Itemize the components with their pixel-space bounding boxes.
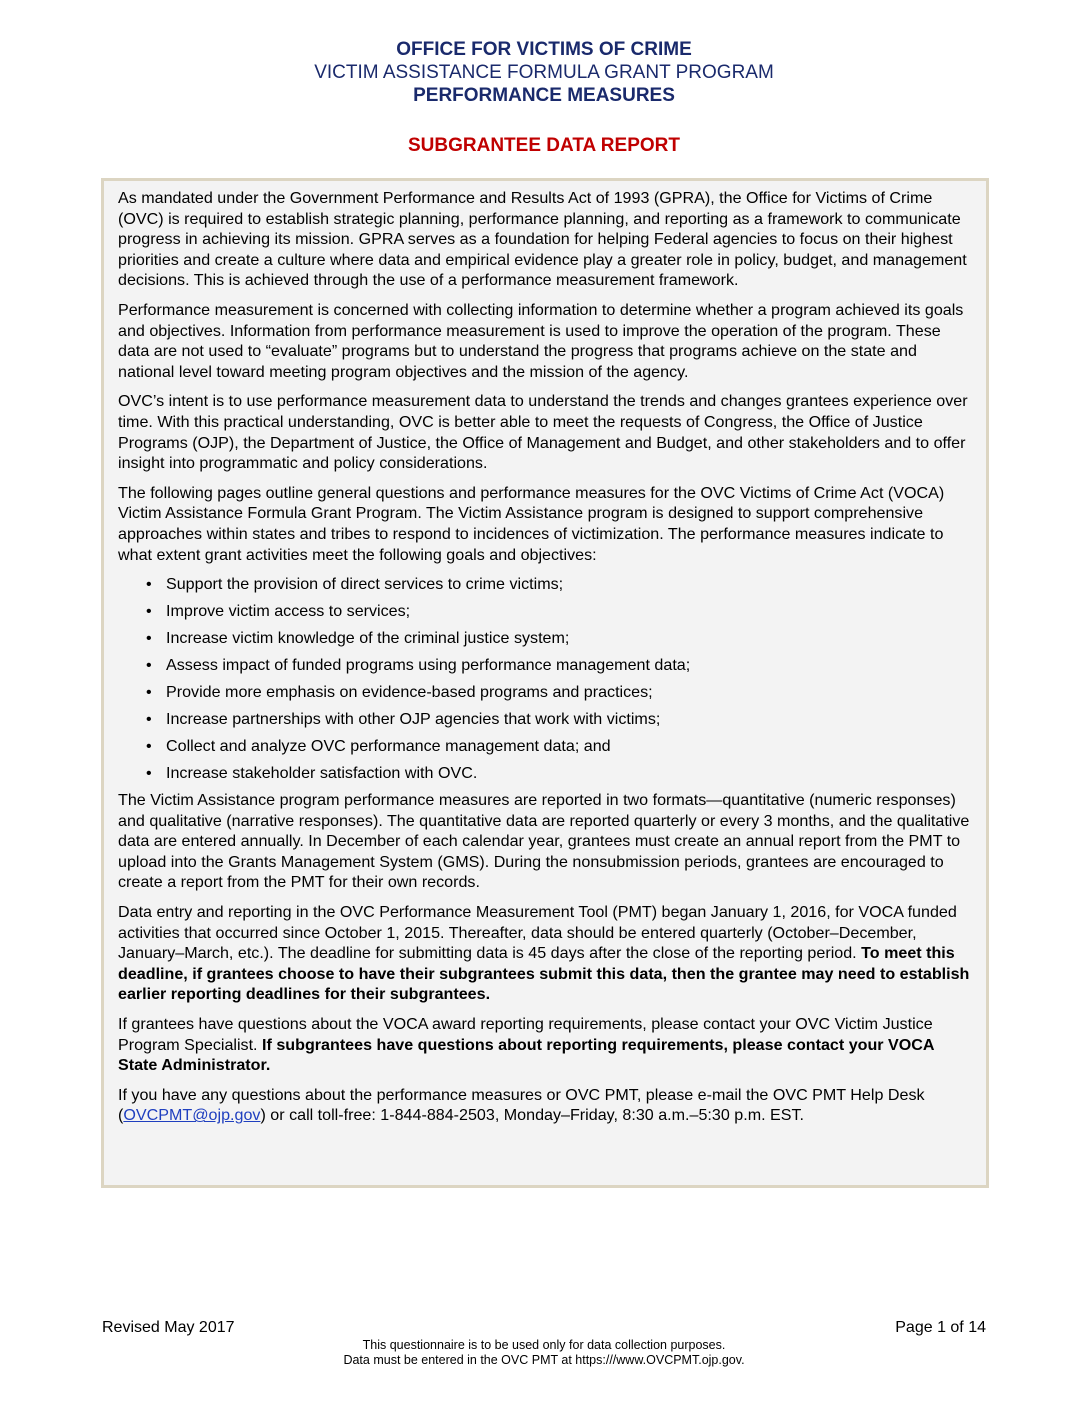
list-item-text: Improve victim access to services;: [166, 602, 411, 621]
footer-note: [0, 1338, 1088, 1368]
footer-note-line1: This questionnaire is to be used only for data collection purposes.: [362, 1338, 726, 1352]
bullet-icon: •: [146, 683, 152, 702]
list-item-text: Increase stakeholder satisfaction with OVC.: [166, 764, 478, 783]
intro-paragraph-measurement: Performance measurement is concerned with collecting information to determine whether a program achieved its goals and objectives. Information from performance measurement is used to improve the operation of the program. These data are not used to “evaluate” programs but to understand the progress that programs achieve on the state and national level toward meeting program objectives and the mission of the agency.: [118, 300, 964, 381]
bullet-icon: •: [146, 575, 152, 594]
intro-paragraph-gpra: As mandated under the Government Performance and Results Act of 1993 (GPRA), the Office for Victims of Crime (OVC) is required to establish strategic planning, performance planning, and reporting as a framework to communicate progress in achieving its mission. GPRA serves as a foundation for helping Federal agencies to focus on their highest priorities and create a culture where data and empirical evidence play a greater role in policy, budget, and management decisions. This is achieved through the use of a performance measurement framework.: [118, 189, 967, 290]
list-item: [136, 655, 972, 675]
intro-paragraph-contacts: [118, 1014, 972, 1076]
helpdesk-text-after: ) or call toll-free: 1-844-884-2503, Monday–Friday, 8:30 a.m.–5:30 p.m. EST.: [260, 1106, 805, 1125]
intro-paragraph-helpdesk: [118, 1085, 972, 1126]
intro-paragraph-deadlines: [118, 902, 972, 1005]
list-item-text: Support the provision of direct services to crime victims;: [166, 575, 564, 594]
list-item: [136, 736, 972, 756]
list-item: [136, 682, 972, 702]
list-item: [136, 574, 972, 594]
intro-paragraph-formats: The Victim Assistance program performance measures are reported in two formats—quantitative (numeric responses) and qualitative (narrative responses). The quantitative data are reported quarterly or every 3 months, and the qualitative data are entered annually. In December of each calendar year, grantees must create an annual report from the PMT to upload into the Grants Management System (GMS). During the nonsubmission periods, grantees are encouraged to create a report from the PMT for their own records.: [118, 791, 970, 892]
intro-box: [101, 178, 989, 1188]
bullet-icon: •: [146, 602, 152, 621]
bullet-icon: •: [146, 629, 152, 648]
footer-note-line2: Data must be entered in the OVC PMT at https:///www.OVCPMT.ojp.gov.: [343, 1353, 745, 1367]
helpdesk-email-link[interactable]: OVCPMT@ojp.gov: [123, 1106, 261, 1125]
list-item: [136, 763, 972, 783]
revised-date: Revised May 2017: [102, 1319, 235, 1336]
page-number: Page 1 of 14: [895, 1319, 986, 1336]
deadline-text: Data entry and reporting in the OVC Performance Measurement Tool (PMT) began January 1, 2016, for VOCA funded activities that occurred since October 1, 2015. Thereafter, data should be entered quarterly (October–December, January–March, etc.). The deadline for submitting data is 45 days after the close of the reporting period.: [118, 903, 957, 963]
header-measures: PERFORMANCE MEASURES: [413, 85, 675, 106]
bullet-icon: •: [146, 737, 152, 756]
header-program: VICTIM ASSISTANCE FORMULA GRANT PROGRAM: [314, 62, 774, 83]
list-item: [136, 628, 972, 648]
intro-paragraph-program: The following pages outline general questions and performance measures for the OVC Victims of Crime Act (VOCA) Victim Assistance Formula Grant Program. The Victim Assistance program is designed to support comprehensive approaches within states and tribes to respond to incidences of victimization. The performance measures indicate to what extent grant activities meet the following goals and objectives:: [118, 483, 945, 564]
list-item-text: Increase victim knowledge of the criminal justice system;: [166, 629, 570, 648]
bullet-icon: •: [146, 710, 152, 729]
bullet-icon: •: [146, 656, 152, 675]
deadline-emphasis: To meet this deadline, if grantees choose to have their subgrantees submit this data, then the grantee may need to establish earlier reporting deadlines for their subgrantees.: [118, 944, 970, 1004]
list-item-text: Increase partnerships with other OJP agencies that work with victims;: [166, 710, 661, 729]
list-item: [136, 709, 972, 729]
list-item-text: Provide more emphasis on evidence-based programs and practices;: [166, 683, 653, 702]
report-title: SUBGRANTEE DATA REPORT: [408, 135, 680, 156]
list-item-text: Assess impact of funded programs using performance management data;: [166, 656, 691, 675]
contact-emphasis: If subgrantees have questions about reporting requirements, please contact your VOCA State Administrator.: [118, 1035, 934, 1075]
helpdesk-text-before: If you have any questions about the performance measures or OVC PMT, please e-mail the OVC PMT Help Desk (: [118, 1085, 925, 1125]
list-item-text: Collect and analyze OVC performance management data; and: [166, 737, 611, 756]
goals-list: [118, 574, 972, 783]
bullet-icon: •: [146, 764, 152, 783]
header-agency: OFFICE FOR VICTIMS OF CRIME: [396, 39, 692, 60]
document-header: [0, 38, 1088, 107]
intro-paragraph-intent: OVC’s intent is to use performance measurement data to understand the trends and changes grantees experience over time. With this practical understanding, OVC is better able to meet the requests of Congress, the Office of Justice Programs (OJP), the Department of Justice, the Office of Management and Budget, and other stakeholders and to offer insight into programmatic and policy considerations.: [118, 392, 968, 473]
contact-text: If grantees have questions about the VOCA award reporting requirements, please contact your OVC Victim Justice Program Specialist.: [118, 1015, 933, 1054]
list-item: [136, 601, 972, 621]
